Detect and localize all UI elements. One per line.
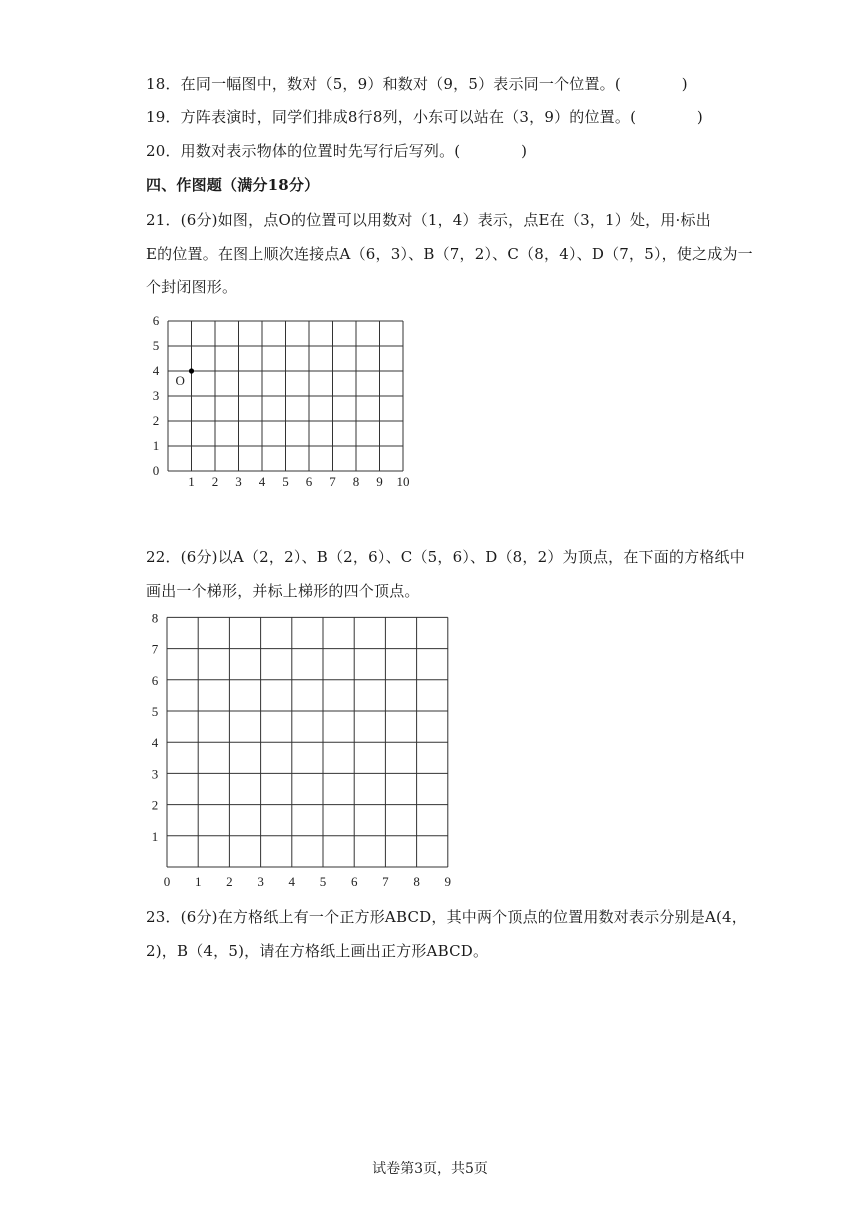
question-21-line-2: E的位置。在图上顺次连接点A（6，3）、B（7，2）、C（8，4）、D（7，5），使之成为一	[146, 245, 753, 263]
question-23-line-1: 23．(6分)在方格纸上有一个正方形ABCD，其中两个顶点的位置用数对表示分别是A(4，	[146, 908, 748, 926]
y-tick-label: 7	[151, 641, 159, 657]
y-tick-label: 2	[152, 413, 160, 428]
question-18: 18．在同一幅图中，数对（5，9）和数对（9，5）表示同一个位置。( )	[146, 75, 688, 93]
question-22-line-2: 画出一个梯形，并标上梯形的四个顶点。	[146, 582, 420, 600]
y-tick-label: 1	[151, 828, 159, 844]
y-tick-label: 3	[151, 766, 159, 782]
x-tick-label: 3	[257, 874, 264, 889]
grid-figure-2	[140, 608, 470, 898]
x-tick-label: 10	[396, 474, 410, 489]
question-22-line-1: 22．(6分)以A（2，2）、B（2，6）、C（5，6）、D（8，2）为顶点，在下面的方格纸中	[146, 548, 745, 566]
x-tick-label: 6	[305, 474, 313, 489]
x-tick-label: 5	[319, 874, 327, 889]
y-tick-label: 6	[151, 672, 159, 688]
y-tick-label: 0	[152, 463, 160, 478]
x-tick-label: 8	[352, 474, 360, 489]
grid-figure-1	[140, 310, 430, 495]
x-tick-label: 2	[211, 474, 219, 489]
x-tick-label: 7	[329, 474, 336, 489]
question-20: 20．用数对表示物体的位置时先写行后写列。( )	[146, 142, 528, 160]
x-tick-label: 7	[382, 874, 389, 889]
y-tick-label: 4	[152, 363, 160, 378]
x-tick-label: 0	[163, 874, 171, 889]
y-tick-label: 8	[151, 610, 159, 626]
x-tick-label: 4	[288, 874, 296, 889]
question-23-line-2: 2)，B（4，5)，请在方格纸上画出正方形ABCD。	[146, 942, 489, 960]
x-tick-label: 1	[188, 474, 195, 489]
page-footer: 试卷第3页，共5页	[372, 1161, 488, 1177]
x-tick-label: 1	[194, 874, 202, 889]
y-tick-label: 1	[152, 438, 160, 453]
point-o-label: O	[175, 373, 185, 388]
x-tick-label: 9	[444, 874, 452, 889]
x-tick-label: 6	[350, 874, 358, 889]
x-tick-label: 3	[235, 474, 242, 489]
y-tick-label: 2	[151, 797, 159, 813]
y-tick-label: 3	[152, 388, 160, 403]
point-o	[189, 368, 194, 373]
x-tick-label: 4	[258, 474, 266, 489]
x-tick-label: 2	[226, 874, 233, 889]
y-tick-label: 4	[151, 735, 159, 751]
question-21-line-1: 21．(6分)如图，点O的位置可以用数对（1，4）表示，点E在（3，1）处，用·标出	[146, 211, 711, 229]
y-tick-label: 6	[152, 313, 160, 328]
y-tick-label: 5	[151, 704, 159, 719]
x-tick-label: 5	[282, 474, 289, 489]
x-tick-label: 8	[413, 874, 420, 889]
x-tick-label: 9	[376, 474, 383, 489]
question-21-line-3: 个封闭图形。	[146, 278, 238, 296]
y-tick-label: 5	[152, 338, 160, 353]
section-title: 四、作图题（满分18分）	[146, 176, 320, 194]
question-19: 19．方阵表演时，同学们排成8行8列，小东可以站在（3，9）的位置。( )	[146, 108, 703, 126]
